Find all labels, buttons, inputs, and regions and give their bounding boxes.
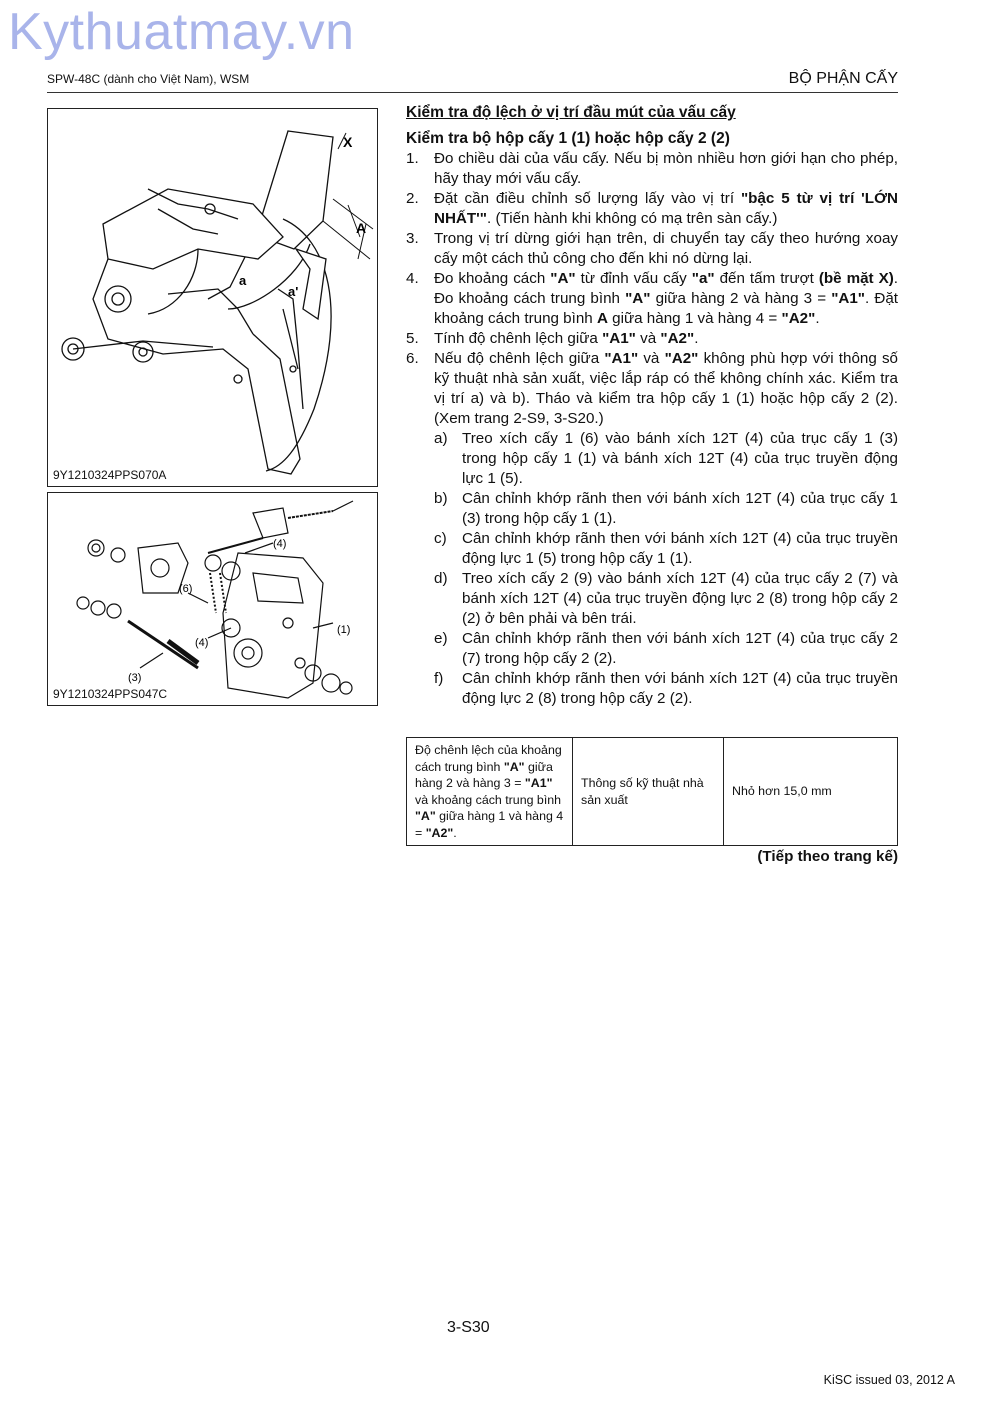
step-text: Tính độ chênh lệch giữa "A1" và "A2". bbox=[434, 330, 699, 347]
step-text: Trong vị trí dừng giới hạn trên, di chuyển tay cấy theo hướng xoay cấy một cách thủ công cho đến khi nó dừng lại. bbox=[434, 230, 898, 267]
step-number: 4. bbox=[406, 270, 419, 287]
step-item bbox=[406, 269, 898, 329]
spec-row bbox=[407, 738, 898, 846]
spec-table bbox=[406, 737, 898, 846]
continued-note: (Tiếp theo trang kế) bbox=[757, 848, 898, 865]
substep-item bbox=[434, 489, 898, 529]
label-6: (6) bbox=[179, 583, 193, 595]
label-4-bottom: (4) bbox=[195, 637, 209, 649]
page-number: 3-S30 bbox=[447, 1319, 490, 1336]
document-title: SPW-48C (dành cho Việt Nam), WSM bbox=[47, 72, 250, 86]
watermark-logo: Kythuatmay.vn bbox=[8, 3, 355, 61]
substep-item bbox=[434, 529, 898, 569]
step-item bbox=[406, 229, 898, 269]
label-4-top: (4) bbox=[273, 538, 287, 550]
figure-code: 9Y1210324PPS047C bbox=[53, 687, 168, 701]
step-item bbox=[406, 329, 898, 349]
planting-claw-illustration bbox=[48, 109, 377, 486]
step-text: Đo khoảng cách "A" từ đỉnh vấu cấy "a" đến tấm trượt (bề mặt X). Đo khoảng cách trung bình "A" giữa hàng 2 và hàng 3 = "A1". Đặt khoảng cách trung bình A giữa hàng 1 và hàng 4 = "A2". bbox=[434, 270, 898, 327]
step-number: 5. bbox=[406, 330, 419, 347]
substep-item bbox=[434, 569, 898, 629]
procedure-subtitle: Kiểm tra bộ hộp cấy 1 (1) hoặc hộp cấy 2 (2) bbox=[406, 130, 730, 147]
step-item bbox=[406, 189, 898, 229]
label-x: X bbox=[343, 134, 353, 150]
issue-note: KiSC issued 03, 2012 A bbox=[823, 1373, 955, 1387]
planting-case-exploded-illustration bbox=[48, 493, 377, 705]
substep-text: Cân chỉnh khớp rãnh then với bánh xích 12T (4) của trục cấy 2 (7) trong hộp cấy 2 (2). bbox=[462, 630, 898, 667]
section-title: BỘ PHẬN CẤY bbox=[788, 70, 898, 87]
step-number: 2. bbox=[406, 190, 419, 207]
substep-text: Cân chỉnh khớp rãnh then với bánh xích 12T (4) của trục truyền động lực 1 (5) trong hộp cấy 1 (1). bbox=[462, 530, 898, 567]
substep-letter: f) bbox=[434, 670, 444, 687]
step-number: 3. bbox=[406, 230, 419, 247]
procedure-title: Kiểm tra độ lệch ở vị trí đầu mút của vấu cấy bbox=[406, 104, 736, 121]
substep-list bbox=[406, 429, 898, 709]
label-a: a bbox=[239, 273, 247, 288]
spec-type: Thông số kỹ thuật nhà sản xuất bbox=[573, 738, 724, 846]
substep-item bbox=[434, 629, 898, 669]
step-item bbox=[406, 149, 898, 189]
figure-planting-case-exploded bbox=[47, 492, 378, 706]
procedure-content bbox=[406, 103, 898, 709]
label-a-upper: A bbox=[356, 220, 367, 236]
substep-letter: c) bbox=[434, 530, 447, 547]
step-item bbox=[406, 349, 898, 429]
substep-letter: b) bbox=[434, 490, 448, 507]
substep-letter: e) bbox=[434, 630, 448, 647]
step-text: Đo chiều dài của vấu cấy. Nếu bị mòn nhiều hơn giới hạn cho phép, hãy thay mới vấu cấy. bbox=[434, 150, 898, 187]
step-number: 6. bbox=[406, 350, 419, 367]
spec-item: Độ chênh lệch của khoảng cách trung bình "A" giữa hàng 2 và hàng 3 = "A1" và khoảng cách trung bình "A" giữa hàng 1 và hàng 4 = "A2". bbox=[407, 738, 573, 846]
step-number: 1. bbox=[406, 150, 419, 167]
figure-code: 9Y1210324PPS070A bbox=[53, 468, 167, 482]
header-rule bbox=[47, 92, 898, 93]
substep-item bbox=[434, 429, 898, 489]
substep-text: Cân chỉnh khớp rãnh then với bánh xích 12T (4) của trục cấy 1 (3) trong hộp cấy 1 (1). bbox=[462, 490, 898, 527]
substep-item bbox=[434, 669, 898, 709]
step-text: Đặt cần điều chỉnh số lượng lấy vào vị trí "bậc 5 từ vị trí 'LỚN NHẤT'". (Tiến hành khi không có mạ trên sàn cấy.) bbox=[434, 190, 898, 227]
substep-letter: d) bbox=[434, 570, 448, 587]
step-list bbox=[406, 149, 898, 429]
substep-text: Treo xích cấy 1 (6) vào bánh xích 12T (4) của trục cấy 1 (3) trong hộp cấy 1 (1) và bánh xích 12T (4) của trục truyền động lực 1 (5). bbox=[462, 430, 898, 487]
substep-text: Treo xích cấy 2 (9) vào bánh xích 12T (4) của trục cấy 2 (7) và bánh xích 12T (4) của trục truyền động lực 2 (8) trong hộp cấy 2 (2) ở bên phải và bên trái. bbox=[462, 570, 898, 627]
label-a-prime: a' bbox=[288, 284, 299, 299]
spec-value: Nhỏ hơn 15,0 mm bbox=[724, 738, 898, 846]
substep-text: Cân chỉnh khớp rãnh then với bánh xích 12T (4) của trục truyền động lực 2 (8) trong hộp cấy 2 (2). bbox=[462, 670, 898, 707]
figure-planting-claw bbox=[47, 108, 378, 487]
substep-letter: a) bbox=[434, 430, 448, 447]
label-1: (1) bbox=[337, 624, 351, 636]
step-text: Nếu độ chênh lệch giữa "A1" và "A2" không phù hợp với thông số kỹ thuật nhà sản xuất, việc lắp ráp có thể không chính xác. Kiểm tra vị trí a) và b). Tháo và kiểm tra hộp cấy 1 (1) hoặc hộp cấy 2 (2). (Xem trang 2-S9, 3-S20.) bbox=[434, 350, 899, 427]
label-3: (3) bbox=[128, 672, 142, 684]
